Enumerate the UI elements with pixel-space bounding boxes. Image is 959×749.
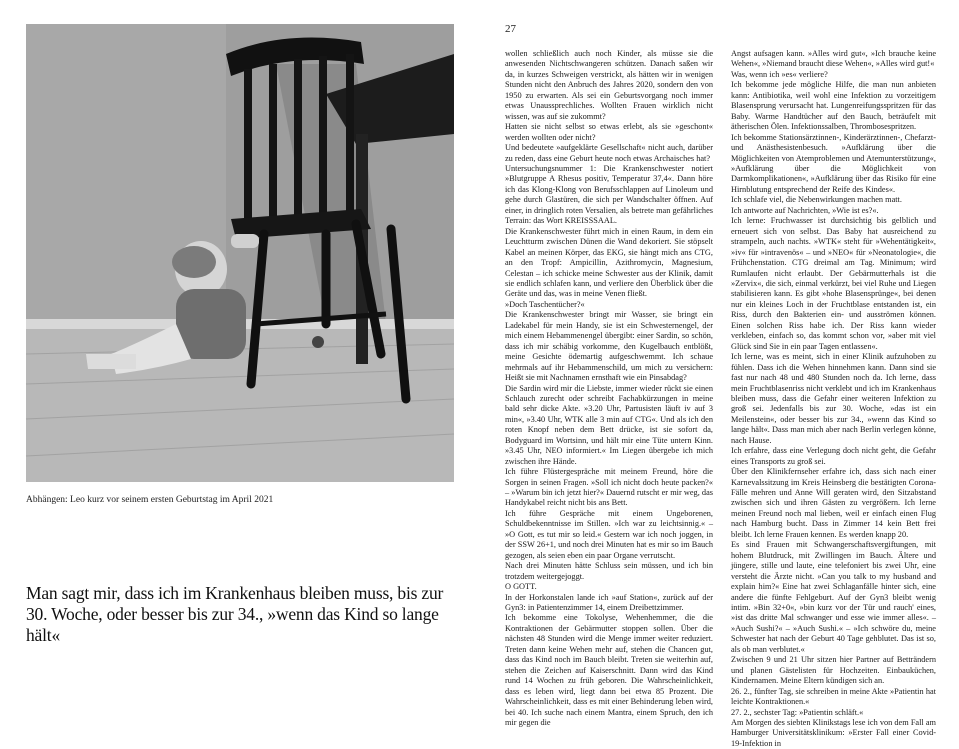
paragraph: 27. 2., sechster Tag: »Patientin schläft.« (731, 707, 864, 717)
pull-quote: Man sagt mir, dass ich im Krankenhaus bleiben muss, bis zur 30. Woche, oder besser bis zur 34., »wenn das Kind so lange hält« (26, 583, 444, 645)
paragraph: »Doch Taschentücher?« (505, 299, 585, 309)
paragraph: Ich erfahre, dass eine Verlegung doch nicht geht, die Gefahr eines Transports zu groß sei. (731, 446, 936, 466)
paragraph: Untersuchungsnummer 1: Die Krankenschwester notiert »Blutgruppe A Rhesus positiv, Temperatur 37,4«. Dann höre ich das Klong-Klong von Berufsschlappen auf Linoleum und gehe durch Glastüren, die sich per Wandschalter öffnen. Auf einer, in dringlich roten Versalien, als betrete man gefährliches Terrain: das Wort KREISSSAAL. (505, 163, 713, 226)
paragraph: Ich führe Gespräche mit einem Ungeborenen, Schuldbekenntnisse im Stillen. »Ich war zu leichtsinnig.« – »O Gott, es tut mir so leid.« Gestern war ich noch joggen, in der SSW 26+1, und noch drei Minuten hat es mir so im Bauch gezogen, als seien eben ein paar Organe verrutscht. (505, 508, 713, 560)
paragraph: Die Krankenschwester führt mich in einen Raum, in dem ein Leuchtturm zwischen Dünen die Wand dekoriert. Sie stöpselt Kabel an meinen Körper, das EKG, sie hängt mich ans CTG, an den Tropf: Ampicillin, Azithromycin, Magnesium, Celestan – ich schicke meine Schwester aus der Klinik, damit sie endlich schlafen kann, und verliere den Überblick über die Geräte und das, was in meine Venen fließt. (505, 226, 713, 299)
text-column-left (505, 49, 713, 727)
photo-illustration (26, 24, 454, 482)
paragraph: O GOTT. (505, 582, 537, 592)
paragraph: Ich antworte auf Nachrichten, »Wie ist es?«. (731, 205, 879, 215)
paragraph: Hatten sie nicht selbst so etwas erlebt, als sie »geschont« werden wollten oder nicht? (505, 122, 713, 142)
paragraph: Ich bekomme Stationsärztinnen-, Kinderärztinnen-, Chefarzt- und Anästhesistenbesuch. »Aufklärung über die Möglichkeiten von Atemproblemen und Atemunterstützung«, »Aufklärung über die Möglichkeit von Darmkomplikationen«, »Aufklärung über das Risiko für eine Hirnblutung entsprechend der Reife des Kindes«. (731, 132, 936, 194)
paragraph: In der Horkonstalen lande ich »auf Station«, zurück auf der Gyn3: in Patientenzimmer 14, einem Dreibettzimmer. (505, 592, 713, 613)
paragraph: Am Morgen des siebten Klinikstags lese ich von dem Fall am Hamburger Universitätsklinikum: »Erster Fall einer Covid-19-Infektion in (731, 718, 936, 748)
paragraph: Zwischen 9 und 21 Uhr sitzen hier Partner auf Betträndern und planen Gästelisten für Hochzeiten. Einbauküchen, Kindernamen. Meine Eltern kündigen sich an. (731, 655, 936, 686)
paragraph: Ich lerne, was es meint, sich in einer Klinik aufzuhoben zu fühlen. Dass ich die Wehen hinnehmen kann. Dann sind sie fast nur nach 48 und 480 Stunden noch da. Ich lerne, dass mein Fruchtblasenriss nicht verklebt und ich im Krankenhaus bleiben muss, dass die Gefahr einer weiteren Infektion zu groß sei. Jedenfalls bis zur 30. Woche, »das ist ein Meilenstein«, oder besser bis zur 34., »wenn das Kind so lange hält«. Dass man mich aber nach Berlin verlegen könne, nach Hause. (731, 352, 936, 445)
paragraph: Ich bekomme jede mögliche Hilfe, die man nun anbieten kann: Antibiotika, weil wohl eine Infektion zu vorzeitigem Blasensprung verursacht hat. Lungenreifungsspritzen für das Baby. Warme Handtücher auf den Bauch, beträufelt mit ätherischen Ölen. Infektionssalben, Thrombosespritzen. (731, 80, 936, 132)
paragraph: Angst aufsagen kann. »Alles wird gut«, »Ich brauche keine Wehen«, »Niemand braucht diese Wehen«, »Alles wird gut!« (731, 49, 936, 69)
paragraph: Die Krankenschwester bringt mir Wasser, sie bringt ein Ladekabel für mein Handy, sie ist ein Schwesternengel, der mich einem Hebammenengel übergibt: einer Sardin, so schön, dass ich mir schäbig vorkomme, den Kugelbauch entblößt, meine Gesichte ödemartig aufgeschwemmt. Ich schaue mehrmals auf ihr Hebammenschild, um mich zu versichern: Heißt sie mit Nachnamen ernsthaft wie ein Pinsabdag? (505, 310, 713, 383)
paragraph: wollen schließlich auch noch Kinder, als müsse sie die anwesenden Nichtschwangeren schützen. Danach saßen wir da, in kurzes Schweigen verstrickt, als hätten wir in wenigen Stunden nicht den Anbruch des Jahres 2020, sondern den von 1950 zu erwarten. Als sei ein Geburtsvorgang noch immer etwas Unaussprechliches. Wollten Frauen wirklich nicht wissen, was auf sie zukommt? (505, 49, 713, 121)
paragraph: Es sind Frauen mit Schwangerschaftsvergiftungen, mit hohem Blutdruck, mit Zwillingen im Bauch. Ältere und jüngere, stille und laute, eine telefoniert bis zwei Uhr, eine versteht die Ärzte nicht. »Can you talk to my husband and explain him?« Eine hat zwei Schlaganfälle hinter sich, eine andere die fünfte Fehlgeburt. Auf der Gyn3 bleibt wenig intim. »Bin 32+0«, »bin kurz vor der Tür und rauch' eines, »ist das dritte Mal schwanger und esse wie immer alles«. – »Auch Sushi?« – »Auch Sushi.« – »Ich schwöre du, meine Schwester hat nach der Geburt 40 Tage gehblutet. Das ist so, als ob man verblutet.« (731, 540, 936, 654)
paragraph: Ich bekomme eine Tokolyse, Wehenhemmer, die die Kontraktionen der Gebärmutter stoppen sollen. Über die nächsten 48 Stunden wird die Menge immer weiter reduziert. Treten dann keine Wehen mehr auf, stehen die Chancen gut, dass das Kind noch im Bauch bleibt. Treten sie weiterhin auf, stehen die Zeichen auf Kaiserschnitt. Dann wird das Kind rund 14 Wochen zu früh geboren. Die Wahrscheinlichkeit, dass es leben wird, liegt dann bei etwa 85 Prozent. Die Wahrscheinlichkeit, dass es mit einer Behinderung leben wird, bei 40. Ich suche nach einem Mantra, einem Spruch, den ich mir gegen die (505, 613, 713, 727)
paragraph: Was, wenn ich »es« verliere? (731, 69, 828, 79)
paragraph: Ich schlafe viel, die Nebenwirkungen machen matt. (731, 195, 902, 205)
paragraph: Ich führe Flüstergespräche mit meinem Freund, höre die Sorgen in seinen Fragen. »Soll ich nicht doch heute packen?« – »Warum bin ich jetzt hier?« Dauernd rutscht er mir weg, das Handykabel reicht nicht bis ans Bett. (505, 467, 713, 508)
page-number: 27 (505, 23, 516, 35)
paragraph: Ich lerne: Fruchwasser ist durchsichtig bis gelblich und erneuert sich von selbst. Das Baby hat ausreichend zu strampeln, auch nachts. »WTK« steht für »Wehentätigkeit«, »iv« für »intravenös« – und »NEO« für »Neonatologie«, die Frühchenstation. CTG dreimal am Tag. Minimum; wird Rumlaufen nicht erlaubt. Der Gebärmutterhals ist die »Zervix«, die sich, einmal verkürzt, bei viel Ruhe und Liegen stabilisieren kann. Es gibt »hohe Blasensprünge«, bei denen nur ein kleines Loch in der Fruchtblase entstanden ist, ein Riss, durch den Bakterien ein- und ausströmen können. Einen solchen Riss habe ich. Der Riss kann wieder verkleben, einfach so, das kommt schon vor, »aber mit viel Glück sind Sie in ein paar Tagen entlassen«. (731, 216, 936, 351)
paragraph: Nach drei Minuten hätte Schluss sein müssen, und ich bin trotzdem weitergejoggt. (505, 561, 713, 581)
photo-caption: Abhängen: Leo kurz vor seinem ersten Geburtstag im April 2021 (26, 495, 274, 505)
text-column-right (731, 49, 936, 748)
paragraph: Über den Klinikfernseher erfahre ich, dass sich nach einer Karnevalssitzung im Kreis Heinsberg die bestätigten Corona-Fälle mehren und Anne Will geraten wird, den Sitzabstand zwischen sich und ihren Gästen zu vergrößern. Ich lerne meinen Freund noch mal lieben, weil er einfach einen Flug nach Hamburg bucht. Dass in Zimmer 14 kein Bett frei bleibt. Ich lerne Frauen kennen. Es werden knapp 20. (731, 467, 936, 539)
paragraph: Und bedeutete »aufgeklärte Gesellschaft« nicht auch, darüber zu reden, dass eine Geburt heute noch etwas Archaisches hat? (505, 143, 713, 163)
photo-baby-under-chair (26, 24, 454, 482)
paragraph: 26. 2., fünfter Tag, sie schreiben in meine Akte »Patientin hat leichte Kontraktionen.« (731, 686, 936, 707)
paragraph: Die Sardin wird mir die Liebste, immer wieder rückt sie einen Schlauch zurecht oder schreibt Fachabkürzungen in meine bald sehr dicke Akte. »3.20 Uhr, Partusisten läuft iv auf 3 min«, »3.40 Uhr, WTK alle 3 min auf CTG«. Und als ich den roten Knopf neben dem Bett drücke, ist sie sofort da, Bodyguard im Wortsinn, und hält mir eine Tüte untern Kinn. »3.45 Uhr, NEO informiert.« Im Liegen übergebe ich mich zwischen ihre Hände. (505, 383, 713, 466)
